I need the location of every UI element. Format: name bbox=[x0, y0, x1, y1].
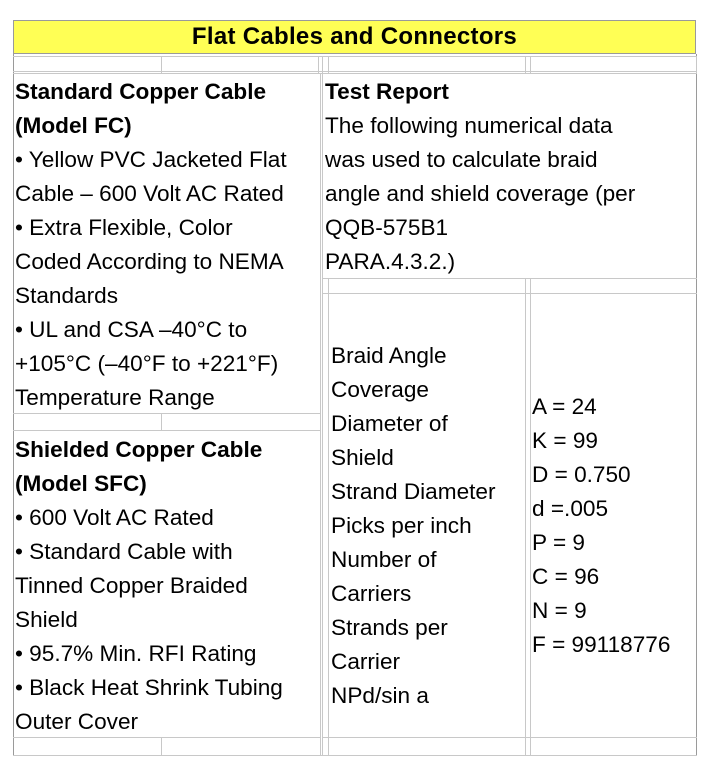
feature-line: Temperature Range bbox=[15, 385, 215, 410]
parameter-label: Braid Angle bbox=[331, 343, 447, 368]
parameter-label: Diameter of bbox=[331, 411, 448, 436]
parameter-label: Coverage bbox=[331, 377, 429, 402]
parameter-label: Strands per bbox=[331, 615, 448, 640]
parameter-value: N = 9 bbox=[532, 598, 587, 623]
feature-line: Shield bbox=[15, 607, 78, 632]
parameter-values bbox=[532, 390, 670, 662]
feature-line: • 95.7% Min. RFI Rating bbox=[15, 641, 257, 666]
feature-line: Tinned Copper Braided bbox=[15, 573, 248, 598]
feature-line: • UL and CSA –40°C to bbox=[15, 317, 248, 342]
shielded-cable-heading: Shielded Copper Cable (Model SFC) bbox=[15, 437, 263, 496]
parameter-labels bbox=[331, 339, 496, 713]
parameter-label: Strand Diameter bbox=[331, 479, 496, 504]
parameter-value: C = 96 bbox=[532, 564, 600, 589]
feature-line: Cable – 600 Volt AC Rated bbox=[15, 181, 284, 206]
shielded-cable-features bbox=[15, 501, 283, 739]
standard-cable-features bbox=[15, 143, 287, 415]
test-report-body: The following numerical data was used to calculate braid angle and shield coverage (per QQB-575B1 PARA.4.3.2.) bbox=[325, 113, 636, 274]
feature-line: Outer Cover bbox=[15, 709, 139, 734]
feature-line: • Black Heat Shrink Tubing bbox=[15, 675, 283, 700]
feature-line: • Standard Cable with bbox=[15, 539, 233, 564]
table-title: Flat Cables and Connectors bbox=[13, 20, 696, 54]
parameter-label: NPd/sin a bbox=[331, 683, 429, 708]
feature-line: Coded According to NEMA bbox=[15, 249, 284, 274]
parameter-label: Number of bbox=[331, 547, 437, 572]
feature-line: Standards bbox=[15, 283, 118, 308]
parameter-label: Picks per inch bbox=[331, 513, 472, 538]
feature-line: • Extra Flexible, Color bbox=[15, 215, 233, 240]
parameter-value: K = 99 bbox=[532, 428, 598, 453]
parameter-label: Carrier bbox=[331, 649, 401, 674]
parameter-value: P = 9 bbox=[532, 530, 585, 555]
parameter-label: Shield bbox=[331, 445, 394, 470]
parameter-value: F = 99118776 bbox=[532, 632, 671, 657]
parameter-label: Carriers bbox=[331, 581, 412, 606]
standard-cable-heading: Standard Copper Cable (Model FC) bbox=[15, 79, 267, 138]
parameter-value: d =.005 bbox=[532, 496, 609, 521]
feature-line: • 600 Volt AC Rated bbox=[15, 505, 214, 530]
feature-line: • Yellow PVC Jacketed Flat bbox=[15, 147, 287, 172]
parameter-value: A = 24 bbox=[532, 394, 597, 419]
test-report-heading: Test Report bbox=[325, 79, 449, 104]
parameter-value: D = 0.750 bbox=[532, 462, 631, 487]
feature-line: +105°C (–40°F to +221°F) bbox=[15, 351, 279, 376]
